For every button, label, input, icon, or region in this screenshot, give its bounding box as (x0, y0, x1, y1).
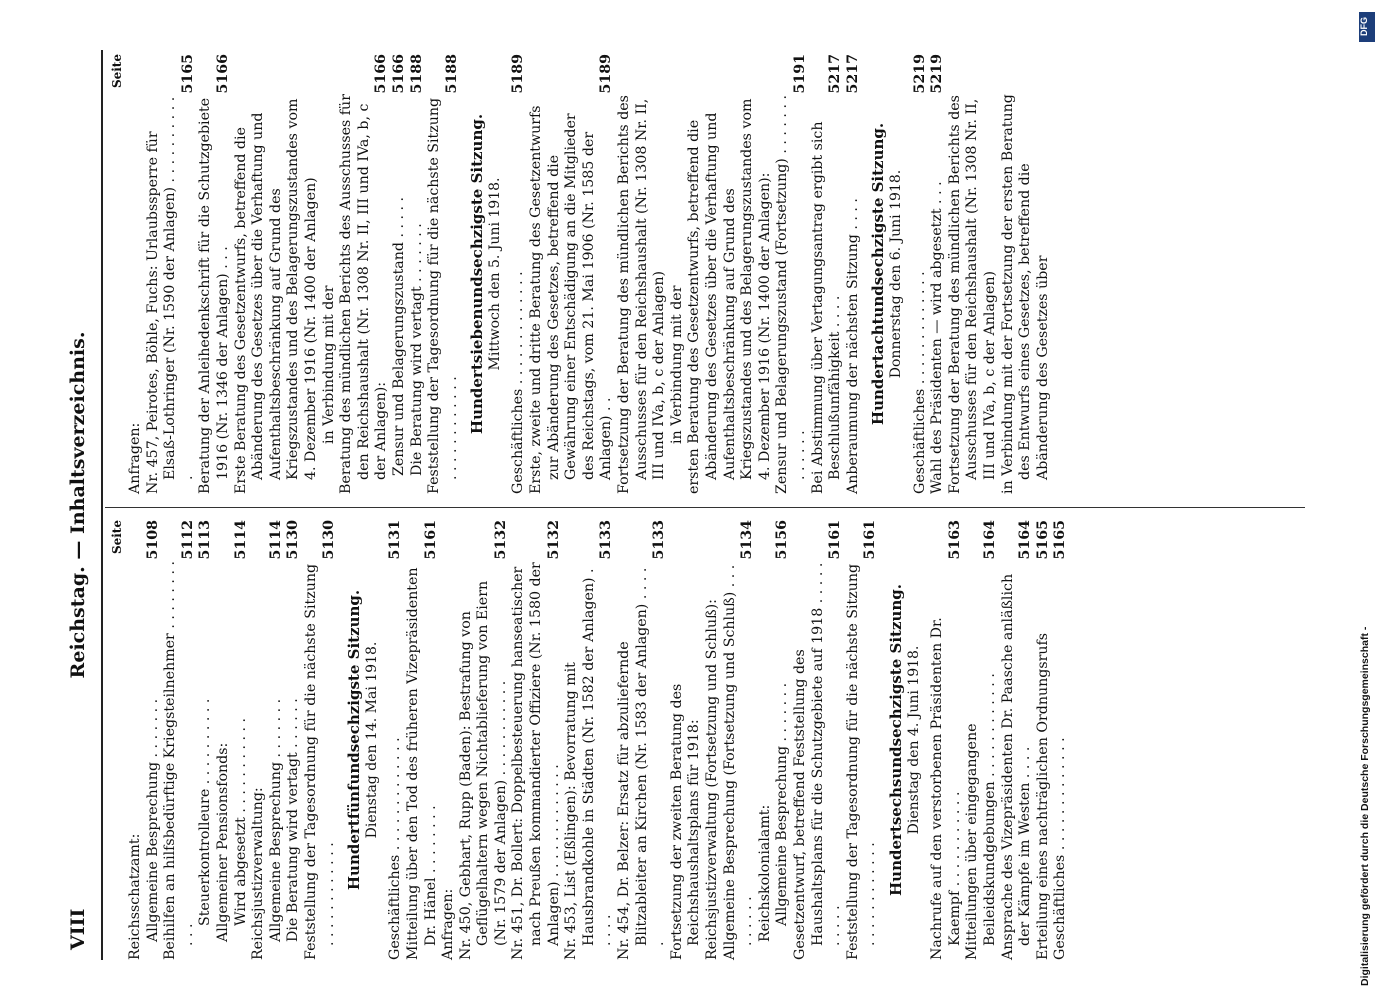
toc-entry (774, 54, 809, 494)
toc-entry (845, 520, 880, 960)
toc-entry-text: Geschäftliches . . . . . . . . . . . . . (387, 737, 404, 960)
toc-entry (510, 520, 563, 960)
section-date: Donnerstag den 6. Juni 1918. (887, 169, 904, 379)
toc-entry-text: Nr. 451, Dr. Bollert: Doppelbesteuerung hanseatischer nach Preußen kommandierter Offiziere (Nr. 1580 der Anlagen) . . . . . . . . . . . . . (510, 562, 562, 960)
toc-entry (426, 54, 461, 494)
toc-entry-text: ersten Beratung des Gesetzentwurfs, betreffend die Abänderung des Gesetzes über die Verhaftung und Aufenthaltsbeschränkung auf Grund des Kriegszustandes und des Belagerungszustandes vom 4. Dezember 1916 (Nr. 1400 der Anlagen): (686, 98, 773, 494)
toc-entry (250, 520, 268, 960)
toc-entry-text: Zensur und Belagerungszustand (Fortsetzung) . . . . . . . . . . . . . (774, 95, 808, 494)
toc-page-number: 5112 (179, 520, 196, 560)
toc-entry-text: Allgemeine Besprechung . . . . . . . (144, 698, 161, 942)
toc-page-number: 5189 (598, 54, 615, 94)
toc-entry (127, 54, 145, 494)
toc-entry-text: Erste, zweite und dritte Beratung des Gesetzentwurfs zur Abänderung des Gesetzes, betreffend die Gewährung einer Entschädigung an die Mitglieder des Reichstags, vom 21. Mai 1906 (Nr. 1585 der Anlagen) . . (528, 105, 615, 494)
toc-entry (929, 54, 947, 494)
toc-entry-text: Geschäftliches . . . . . . . . . . . . . (911, 271, 928, 494)
left-column (109, 520, 1070, 960)
toc-entry (792, 520, 845, 960)
toc-entry (145, 520, 163, 960)
toc-entry-text: Wird abgesetzt . . . . . . . . . . . (232, 717, 249, 926)
seite-label-right: Seite (110, 54, 124, 89)
toc-entry-text: Geschäftliches . . . . . . . . . . . . . (510, 271, 527, 494)
toc-entry (947, 54, 1000, 494)
toc-entry-text: Anfragen: (127, 422, 143, 494)
toc-page-number: 5166 (390, 54, 407, 94)
toc-entry (268, 520, 286, 960)
toc-entry-text: Nr. 453, List (Eßlingen): Bevorratung mit Hausbrandkohle in Städten (Nr. 1582 der Anlagen) . . . . . (563, 568, 615, 960)
toc-entry-text: Anberaumung der nächsten Sitzung . . . . (844, 198, 861, 494)
toc-page-number: 5108 (144, 520, 161, 560)
toc-entry-text: Feststellung der Tagesordnung für die nächste Sitzung . . . . . . . . . . . . (844, 563, 879, 960)
dfg-logo: DFG (1359, 12, 1375, 42)
toc-entry (197, 54, 232, 494)
toc-entry (1000, 54, 1053, 494)
toc-entry (722, 520, 757, 960)
toc-entry-text: in Verbindung mit der (668, 285, 685, 444)
toc-entry (528, 54, 616, 494)
running-head (65, 50, 99, 960)
section-date: Dienstag den 4. Juni 1918. (905, 645, 922, 835)
toc-entry (458, 520, 511, 960)
toc-entry (409, 54, 427, 494)
toc-page-number: 5164 (981, 520, 998, 560)
toc-entry (1052, 520, 1070, 960)
toc-entry-text: Allgemeine Besprechung . . . . . . . (267, 698, 284, 942)
toc-entry-text: in Verbindung mit der Fortsetzung der ersten Beratung des Entwurfs eines Gesetzes, betreffend die Abänderung des Gesetzes über (999, 94, 1051, 494)
toc-page-number: 5114 (267, 520, 284, 560)
toc-entry (145, 54, 198, 494)
toc-entry (338, 54, 391, 494)
toc-page-number: 5217 (844, 54, 861, 94)
toc-entry (285, 520, 303, 960)
toc-page-number: 5161 (422, 520, 439, 560)
toc-entry-text: Nachrufe auf den verstorbenen Präsidenten Dr. Kaempf . . . . . . . . . . . (929, 617, 963, 960)
toc-entry (929, 520, 964, 960)
section-title: Hundertsiebenundsechzigste Sitzung. (468, 113, 487, 435)
toc-page-number: 5156 (774, 520, 791, 560)
toc-page-number: 5132 (545, 520, 562, 560)
section-date: Dienstag den 14. Mai 1918. (363, 641, 380, 839)
toc-entry-text: Feststellung der Tagesordnung für die nächste Sitzung . . . . . . . . . . . . (426, 97, 460, 494)
toc-page-number: 5191 (791, 54, 808, 94)
toc-entry-text: Reichsschatzamt: (127, 833, 143, 960)
right-entries-2 (510, 54, 862, 494)
toc-entry-text: Reichskolonialamt: (756, 804, 773, 942)
toc-entry (1035, 520, 1053, 960)
toc-entry-text: Erteilung eines nachträglichen Ordnungsrufs (1034, 632, 1051, 960)
toc-entry-text: Geschäftliches . . . . . . . . . . . . . (1052, 737, 1069, 960)
toc-entry (810, 54, 845, 494)
toc-entry-text: Ansprache des Vizepräsidenten Dr. Paasche anläßlich der Kämpfe im Westen . . . . (999, 573, 1034, 960)
toc-entry-text: Beratung des mündlichen Berichts des Ausschusses für den Reichshaushalt (Nr. 1308 Nr. II, III und IVa, b, c der Anlagen): (338, 94, 390, 494)
toc-entry-text: Beihilfen an hilfsbedürftige Kriegsteilnehmer . . . . . . . . . . . (162, 561, 196, 960)
toc-entry (510, 54, 528, 494)
toc-page-number: 5161 (862, 520, 879, 560)
section-title: Hundertsechsundsechzigste Sitzung. (886, 584, 905, 896)
right-column (109, 54, 1052, 494)
toc-entry-text: Mitteilung über den Tod des früheren Vizepräsidenten Dr. Hänel . . . . . . . . (404, 567, 439, 960)
toc-entry (704, 520, 722, 960)
toc-entry-text: Beratung der Anleihedenkschrift für die Schutzgebiete 1916 (Nr. 1346 der Anlagen) . . . (197, 97, 231, 494)
running-title: Reichstag. — Inhaltsverzeichnis. (67, 331, 89, 679)
seite-label-left: Seite (110, 520, 124, 555)
toc-entry-text: Nr. 457, Peirotes, Böhle, Fuchs: Urlaubssperre für Elsaß-Lothringer (Nr. 1590 der Anlagen) . . . . . . . . . . . (144, 96, 196, 494)
digitization-credit (1359, 12, 1375, 988)
left-entries-2 (387, 520, 880, 960)
left-entries-1 (127, 520, 338, 960)
toc-entry (391, 54, 409, 494)
toc-page-number: 5165 (1052, 520, 1069, 560)
left-entries-3 (929, 520, 1070, 960)
toc-page-number: 5188 (408, 54, 425, 94)
toc-entry-text: Fortsetzung der Beratung des mündlichen Berichts des Ausschusses für den Reichshaushalt (Nr. 1308 Nr. II, III und IVa, b, c der Anlagen) (616, 95, 668, 494)
toc-page-number: 5166 (214, 54, 231, 94)
section-date: Mittwoch den 5. Juni 1918. (486, 177, 503, 371)
toc-entry (563, 520, 616, 960)
toc-page-number: 5166 (373, 54, 390, 94)
header-rule (101, 50, 103, 960)
toc-entry (405, 520, 440, 960)
toc-entry-text: in Verbindung mit der (320, 285, 337, 444)
toc-entry (440, 520, 458, 960)
toc-page-number: 5113 (197, 520, 214, 560)
toc-entry (303, 520, 338, 960)
toc-entry-text: Fortsetzung der zweiten Beratung des Reichshaushaltsplans für 1918: (668, 683, 703, 960)
toc-entry (215, 520, 233, 960)
toc-entry (616, 54, 669, 494)
toc-entry-text: Die Beratung wird vertagt . . . . . . (285, 698, 302, 942)
toc-entry-text: Allgemeine Besprechung (Fortsetzung und Schluß) . . . . . . . . . (721, 564, 756, 960)
toc-entry-text: Allgemeine Besprechung . . . . . . . (774, 682, 791, 926)
toc-entry-text: Reichsjustizverwaltung: (250, 787, 267, 960)
toc-entry (616, 520, 669, 960)
toc-page-number: 5217 (827, 54, 844, 94)
toc-entry (127, 520, 145, 960)
section-title: Hundertachtundsechzigste Sitzung. (869, 122, 888, 426)
toc-page-number: 5165 (179, 54, 196, 94)
toc-page-number: 5131 (387, 520, 404, 560)
toc-entry (669, 520, 704, 960)
toc-entry (757, 520, 775, 960)
toc-page-number: 5219 (929, 54, 946, 94)
right-entries-1 (127, 54, 461, 494)
toc-entry (162, 520, 197, 960)
document-page (65, 50, 1305, 960)
toc-page-number: 5163 (946, 520, 963, 560)
toc-page-number: 5189 (510, 54, 527, 94)
toc-entry (845, 54, 863, 494)
toc-entry-text: Steuerkontrolleure . . . . . . . . . . (197, 698, 214, 926)
right-entries-3 (912, 54, 1053, 494)
toc-page-number: 5219 (911, 54, 928, 94)
toc-entry-text: Zensur und Belagerungszustand . . . . . (390, 196, 407, 476)
toc-entry (233, 520, 251, 960)
section-title: Hundertfünfundsechzigste Sitzung. (345, 589, 364, 891)
toc-entry-text: Gesetzentwurf, betreffend Feststellung des Haushaltsplans für die Schutzgebiete auf 1918 . . . . . . . . . . (791, 562, 844, 960)
toc-page-number: 5133 (651, 520, 668, 560)
toc-entry (387, 520, 405, 960)
column-divider (105, 507, 1305, 508)
toc-entry-text: Nr. 454, Dr. Belzer: Ersatz für abzuliefernde Blitzableiter an Kirchen (Nr. 1583 der Anlagen) . . . . . (616, 567, 668, 960)
toc-entry (774, 520, 792, 960)
toc-entry-text: Anfragen: (440, 888, 457, 960)
toc-page-number: 5130 (285, 520, 302, 560)
toc-entry-text: Mitteilungen über eingegangene Beileidskundgebungen . . . . . . . . . . . . (964, 673, 998, 960)
toc-entry-text: Allgemeiner Pensionsfonds: (214, 742, 231, 942)
toc-page-number: 5133 (598, 520, 615, 560)
toc-entry-text: Reichsjustizverwaltung (Fortsetzung und Schluß): (704, 599, 720, 960)
toc-entry (197, 520, 215, 960)
toc-entry-text: Wahl des Präsidenten — wird abgesetzt . . . (929, 181, 946, 494)
toc-entry (964, 520, 999, 960)
credit-text: Digitalisierung gefördert durch die Deutsche Forschungsgemeinschaft - (1359, 626, 1371, 986)
toc-entry (233, 54, 321, 494)
toc-page-number: 5132 (492, 520, 509, 560)
page-number: VIII (67, 908, 89, 950)
toc-page-number: 5114 (232, 520, 249, 560)
toc-page-number: 5188 (443, 54, 460, 94)
toc-page-number: 5130 (320, 520, 337, 560)
toc-entry (912, 54, 930, 494)
toc-entry-text: Bei Abstimmung über Vertagungsantrag ergibt sich Beschlußunfähigkeit . . . . (809, 121, 844, 494)
toc-entry (321, 54, 339, 494)
toc-entry-text: Fortsetzung der Beratung des mündlichen Berichts des Ausschusses für den Reichshaushalt (Nr. 1308 Nr. II, III und IVa, b, c der Anlagen) (946, 95, 998, 494)
toc-entry (1000, 520, 1035, 960)
toc-entry (686, 54, 774, 494)
toc-page-number: 5165 (1034, 520, 1051, 560)
toc-entry (669, 54, 687, 494)
toc-entry-text: Feststellung der Tagesordnung für die nächste Sitzung . . . . . . . . . . . . (302, 563, 337, 960)
toc-page-number: 5161 (827, 520, 844, 560)
toc-entry-text: Erste Beratung des Gesetzentwurfs, betreffend die Abänderung des Gesetzes über die Verhaftung und Aufenthaltsbeschränkung auf Grund des Kriegszustandes und des Belagerungszustandes vom 4. Dezember 1916 (Nr. 1400 der Anlagen) (232, 98, 319, 494)
toc-entry-text: Nr. 450, Gebhart, Rupp (Baden): Bestrafung von Geflügelhaltern wegen Nichtablieferung von Eiern (Nr. 1579 der Anlagen) . . . . . . . . . . . (457, 580, 509, 960)
toc-page-number: 5134 (739, 520, 756, 560)
toc-entry-text: Die Beratung wird vertagt . . . . . . . (408, 223, 425, 476)
toc-page-number: 5164 (1017, 520, 1034, 560)
